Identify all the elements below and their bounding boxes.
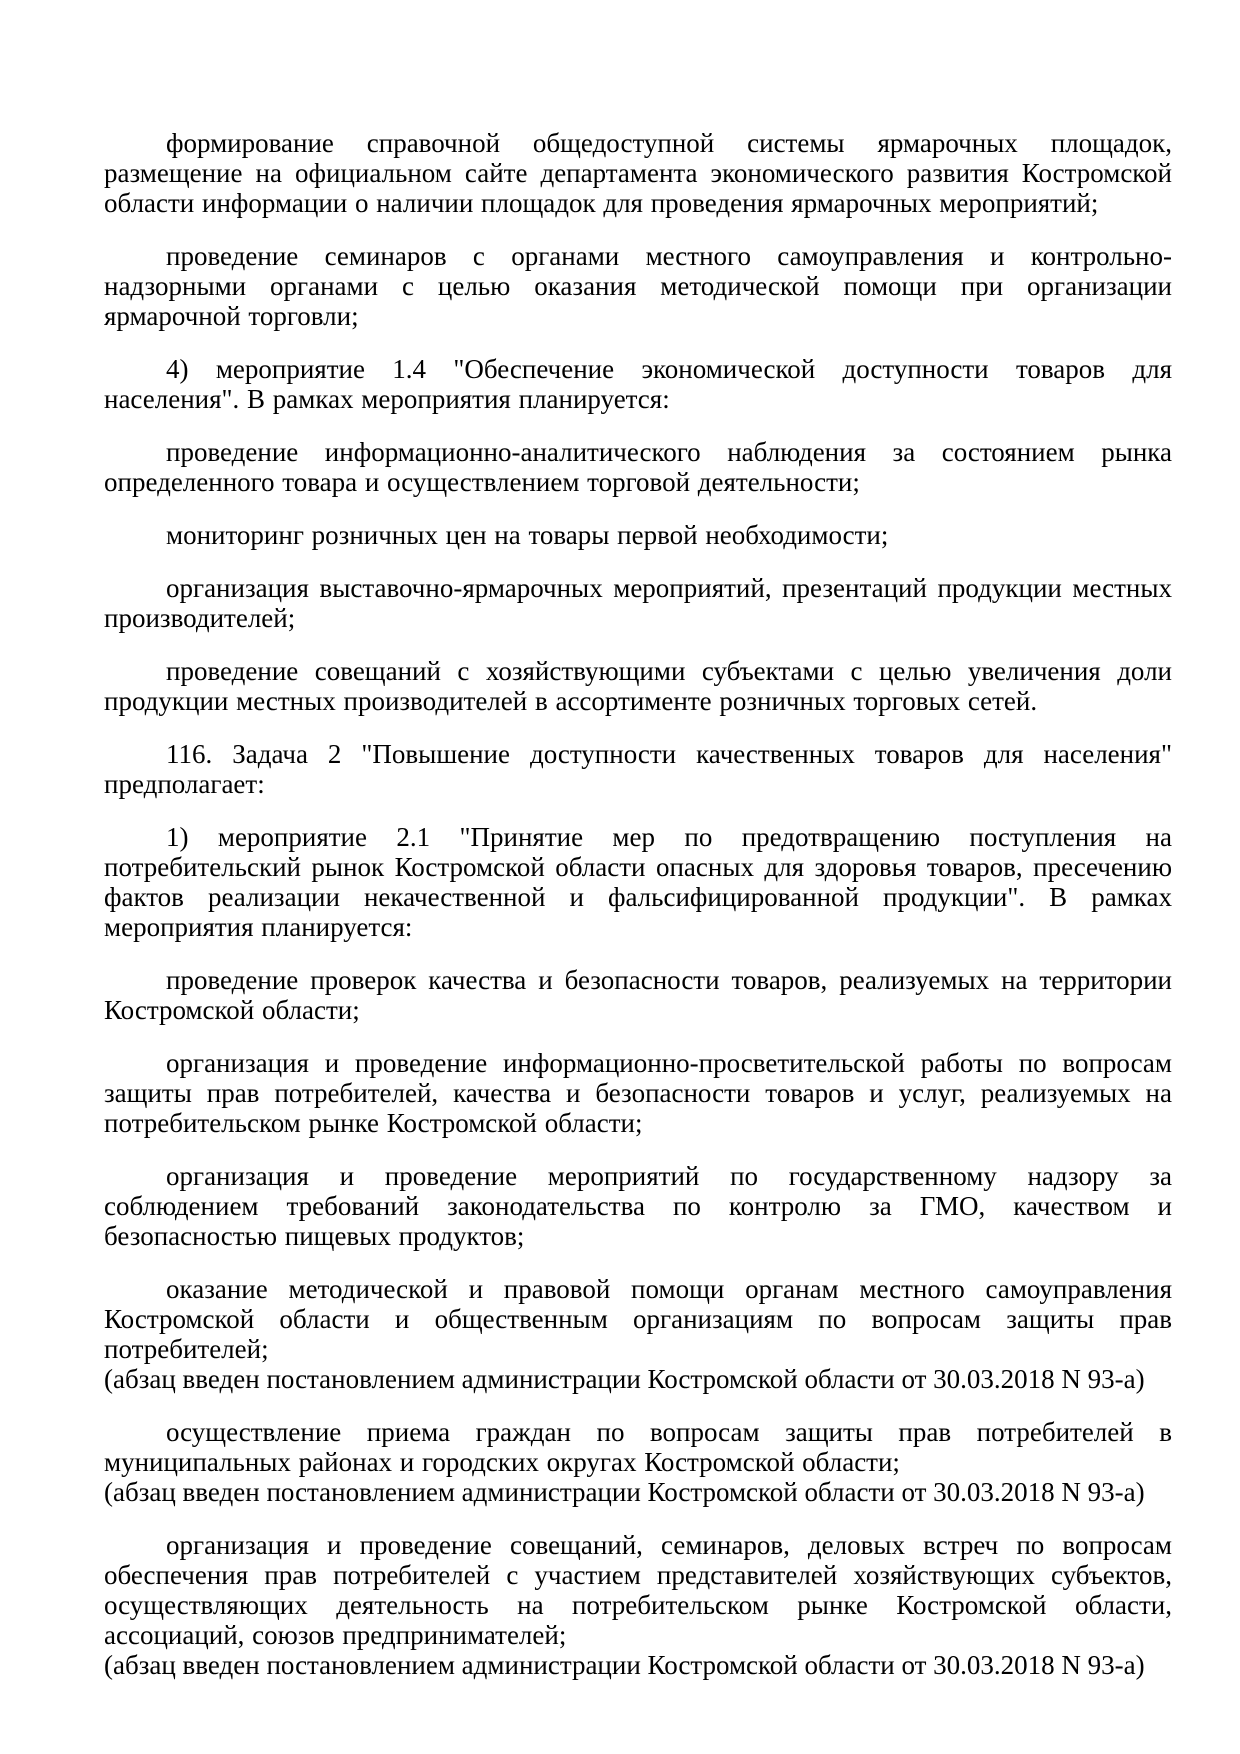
paragraph: организация выставочно-ярмарочных мероприятий, презентаций продукции местных производителей; — [104, 573, 1172, 633]
paragraph: 4) мероприятие 1.4 "Обеспечение экономической доступности товаров для населения". В рамках мероприятия планируется: — [104, 354, 1172, 414]
paragraph: оказание методической и правовой помощи органам местного самоуправления Костромской области и общественным организациям по вопросам защиты прав потребителей; (абзац введен постановлением администрации Костромской области от 30.03.2018 N 93-а) — [104, 1274, 1172, 1394]
paragraph: 116. Задача 2 "Повышение доступности качественных товаров для населения" предполагает: — [104, 739, 1172, 799]
paragraph: осуществление приема граждан по вопросам защиты прав потребителей в муниципальных районах и городских округах Костромской области; (абзац введен постановлением администрации Костромской области от 30.03.2018 N 93-а) — [104, 1417, 1172, 1507]
paragraph: организация и проведение совещаний, семинаров, деловых встреч по вопросам обеспечения прав потребителей с участием представителей хозяйствующих субъектов, осуществляющих деятельность на потребительском рынке Костромской области, ассоциаций, союзов предпринимателей; (абзац введен постановлением администрации Костромской области от 30.03.2018 N 93-а) — [104, 1530, 1172, 1680]
paragraph: формирование справочной общедоступной системы ярмарочных площадок, размещение на официальном сайте департамента экономического развития Костромской области информации о наличии площадок для проведения ярмарочных мероприятий; — [104, 128, 1172, 218]
paragraph: 1) мероприятие 2.1 "Принятие мер по предотвращению поступления на потребительский рынок Костромской области опасных для здоровья товаров, пресечению фактов реализации некачественной и фальсифицированной продукции". В рамках мероприятия планируется: — [104, 822, 1172, 942]
paragraph: проведение семинаров с органами местного самоуправления и контрольно-надзорными органами с целью оказания методической помощи при организации ярмарочной торговли; — [104, 241, 1172, 331]
paragraph: организация и проведение информационно-просветительской работы по вопросам защиты прав потребителей, качества и безопасности товаров и услуг, реализуемых на потребительском рынке Костромской области; — [104, 1048, 1172, 1138]
paragraph: проведение информационно-аналитического наблюдения за состоянием рынка определенного товара и осуществлением торговой деятельности; — [104, 437, 1172, 497]
paragraph: мониторинг розничных цен на товары первой необходимости; — [166, 520, 889, 550]
paragraph: проведение совещаний с хозяйствующими субъектами с целью увеличения доли продукции местных производителей в ассортименте розничных торговых сетей. — [104, 656, 1172, 716]
amendment-note: (абзац введен постановлением администрации Костромской области от 30.03.2018 N 93-а) — [104, 1477, 1145, 1507]
document-body — [104, 128, 1172, 1680]
amendment-note: (абзац введен постановлением администрации Костромской области от 30.03.2018 N 93-а) — [104, 1650, 1145, 1680]
amendment-note: (абзац введен постановлением администрации Костромской области от 30.03.2018 N 93-а) — [104, 1364, 1145, 1394]
paragraph: организация и проведение мероприятий по государственному надзору за соблюдением требований законодательства по контролю за ГМО, качеством и безопасностью пищевых продуктов; — [104, 1161, 1172, 1251]
paragraph: проведение проверок качества и безопасности товаров, реализуемых на территории Костромской области; — [104, 965, 1172, 1025]
